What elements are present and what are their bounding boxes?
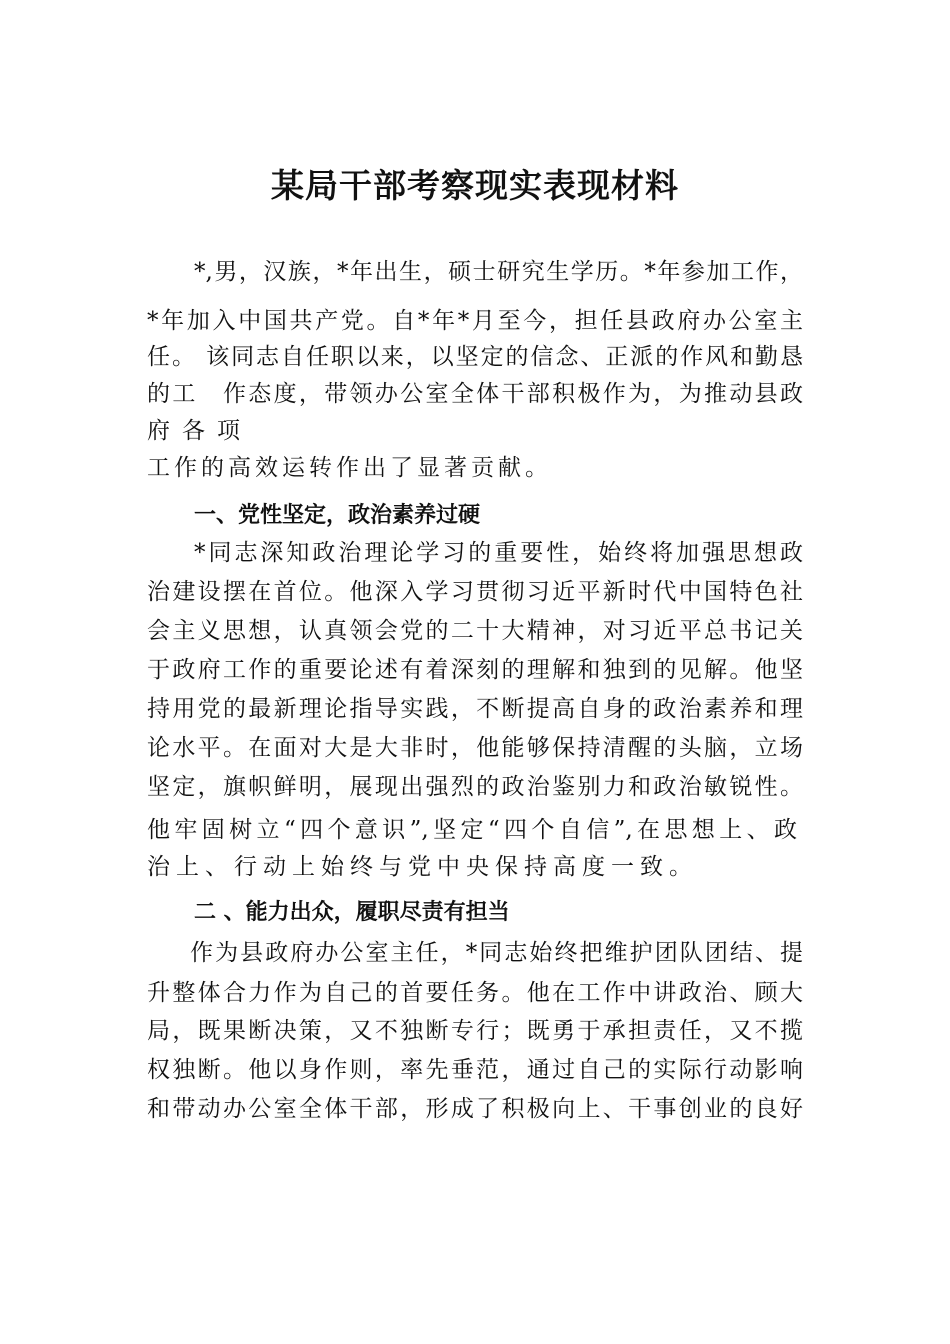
intro-line: 府各项	[147, 418, 252, 444]
section-1-line: 会主义思想，认真领会党的二十大精神，对习近平总书记关	[147, 618, 803, 644]
section-1-line: 治上、行动上始终与党中央保持高度一致。	[147, 854, 698, 880]
section-2-heading: 二 、能力出众，履职尽责有担当	[194, 900, 510, 925]
section-2-line: 权独断。他以身作则，率先垂范，通过自己的实际行动影响	[147, 1057, 803, 1083]
section-1-line: 论水平。在面对大是大非时，他能够保持清醒的头脑，立场	[147, 735, 803, 761]
intro-line: 的工 作态度，带领办公室全体干部积极作为，为推动县政	[147, 381, 803, 407]
section-2-line: 局，既果断决策，又不独断专行；既勇于承担责任，又不揽	[147, 1018, 803, 1044]
section-1-line: 持用党的最新理论指导实践，不断提高自身的政治素养和理	[147, 696, 803, 722]
intro-line: *年加入中国共产党。自*年*月至今，担任县政府办公室主	[147, 308, 803, 334]
section-1-heading: 一、党性坚定，政治素养过硬	[194, 503, 481, 528]
section-2-line: 作为县政府办公室主任，*同志始终把维护团队团结、提	[190, 940, 803, 966]
intro-line: 任。 该同志自任职以来，以坚定的信念、正派的作风和勤恳	[147, 344, 803, 370]
section-1-line: *同志深知政治理论学习的重要性，始终将加强思想政	[194, 540, 803, 566]
intro-line: 工作的高效运转作出了显著贡献。	[147, 455, 552, 481]
section-2-line: 和带动办公室全体干部，形成了积极向上、干事创业的良好	[147, 1096, 803, 1122]
section-2-line: 升整体合力作为自己的首要任务。他在工作中讲政治、顾大	[147, 980, 803, 1006]
section-1-line: 坚定，旗帜鲜明，展现出强烈的政治鉴别力和政治敏锐性。	[147, 774, 803, 800]
section-1-line: 于政府工作的重要论述有着深刻的理解和独到的见解。他坚	[147, 657, 803, 683]
section-1-line: 他牢固树立“四个意识”,坚定“四个自信”,在思想上、政	[147, 817, 797, 843]
section-1-line: 治建设摆在首位。他深入学习贯彻习近平新时代中国特色社	[147, 579, 803, 605]
document-title: 某局干部考察现实表现材料	[271, 166, 679, 205]
intro-line: *,男，汉族，*年出生，硕士研究生学历。*年参加工作，	[194, 259, 803, 285]
